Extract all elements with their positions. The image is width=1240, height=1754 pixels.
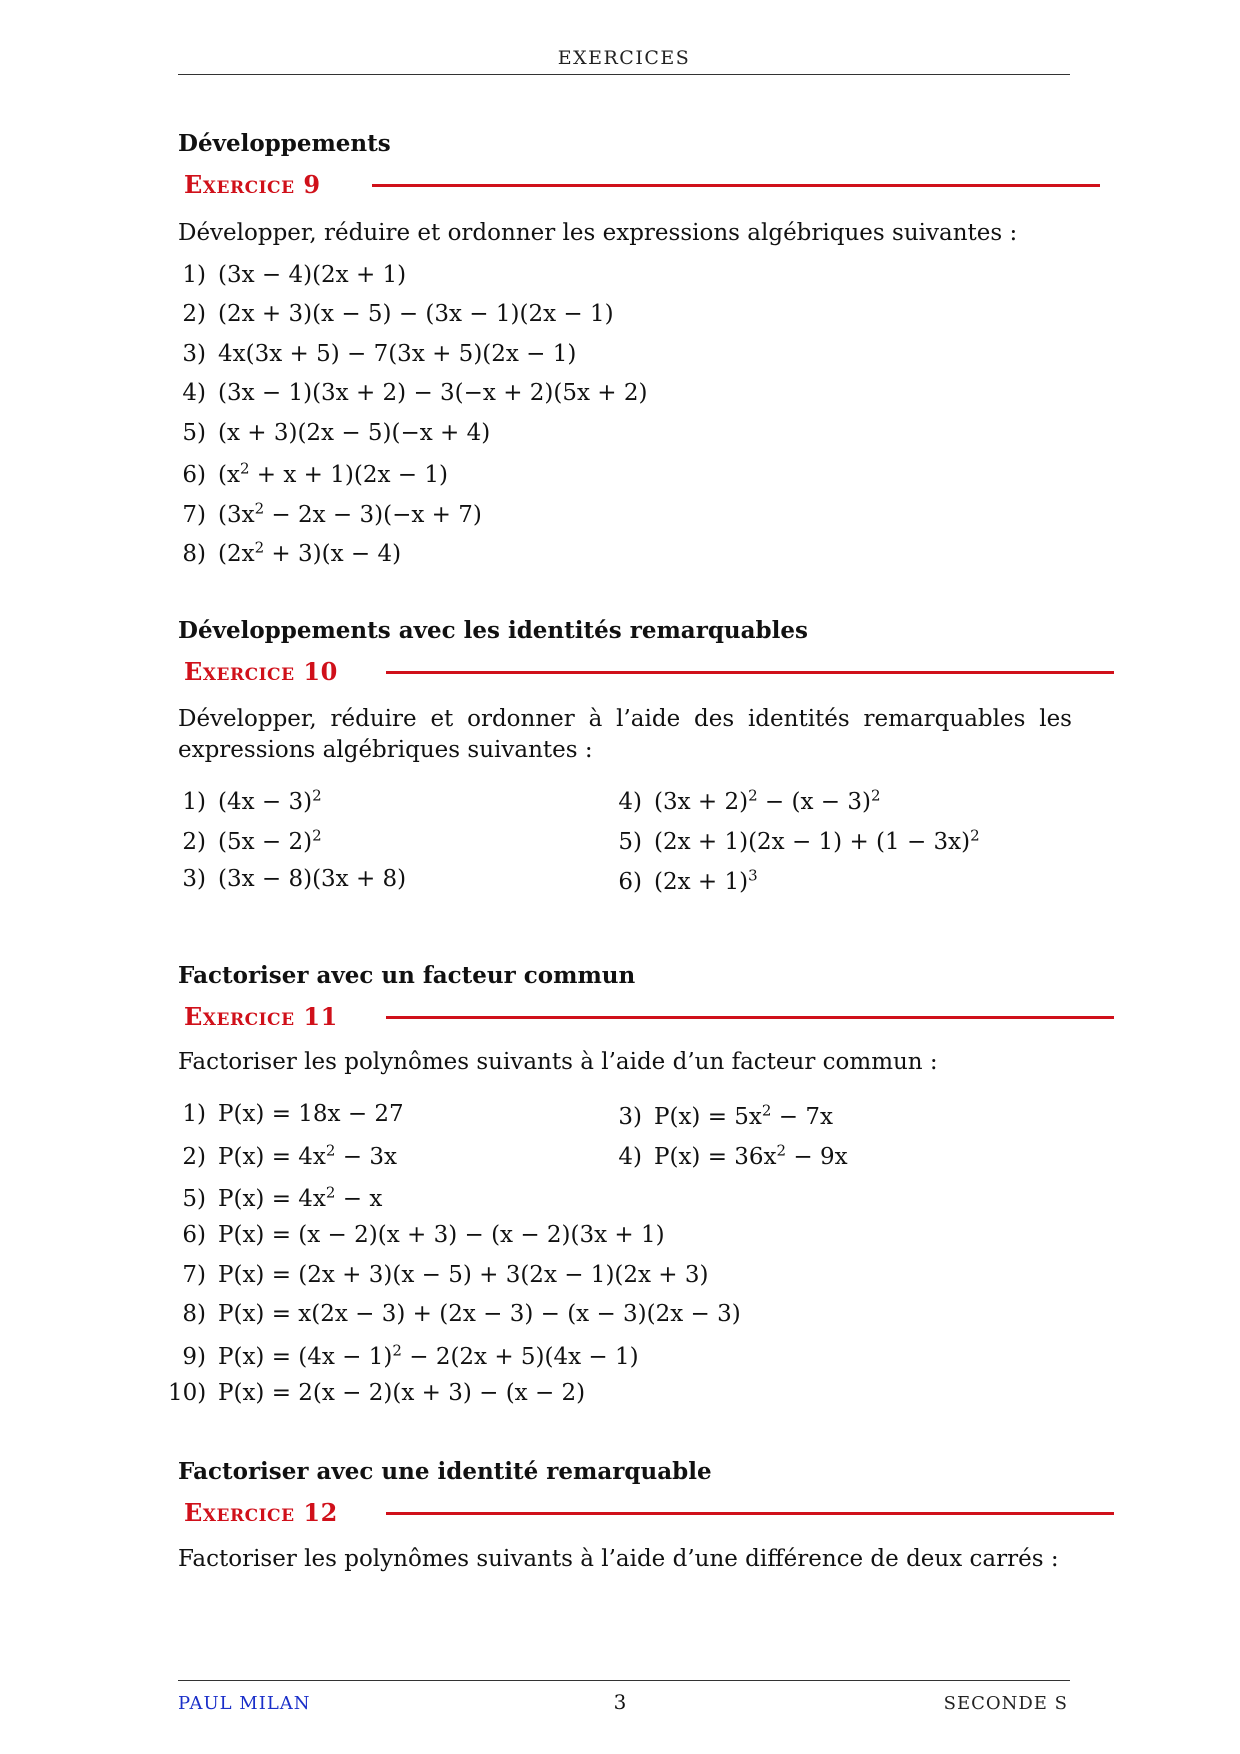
list-item: 5) (x + 3)(2x − 5)(−x + 4) [182,420,491,446]
section-title: Développements [178,130,391,157]
list-item: 8) P(x) = x(2x − 3) + (2x − 3) − (x − 3)(2x − 3) [182,1301,741,1327]
section-title: Factoriser avec une identité remarquable [178,1458,712,1485]
exercise-title [184,170,321,199]
exercise-rule [372,184,1100,187]
section-title: Factoriser avec un facteur commun [178,962,636,989]
exercise-instruction: Factoriser les polynômes suivants à l’aide d’un facteur commun : [178,1049,938,1075]
exercise-instruction: Développer, réduire et ordonner à l’aide des identités remarquables les expressions algébriques suivantes : [178,706,1072,763]
exercise-rule [386,1016,1114,1019]
list-item: 3) 4x(3x + 5) − 7(3x + 5)(2x − 1) [182,341,577,367]
list-item: 5) $P(x) = 4x^2 - x$ [182,1183,383,1212]
list-item: 5) $(2x + 1)(2x - 1) + (1 - 3x)^2$ [618,826,980,855]
exercise-label: Exercice 11 [184,1002,338,1031]
footer-author: PAUL MILAN [178,1693,311,1714]
list-item: 3) $P(x) = 5x^2 - 7x$ [618,1101,833,1130]
exercise-instruction: Factoriser les polynômes suivants à l’aide d’une différence de deux carrés : [178,1546,1059,1572]
list-item: 2) $(5x - 2)^2$ [182,826,322,855]
list-item: 8) $(2x^2 + 3)(x - 4)$ [182,538,402,567]
header-rule [178,74,1070,75]
list-item: 9) $P(x) = (4x - 1)^2 - 2(2x + 5)(4x - 1)$ [182,1341,639,1370]
list-item: 1) $(4x - 3)^2$ [182,786,322,815]
footer-class-level: SECONDE S [943,1693,1068,1714]
list-item: 6) $(2x + 1)^3$ [618,866,758,895]
list-item: 2) (2x + 3)(x − 5) − (3x − 1)(2x − 1) [182,301,614,327]
list-item: 6) $(x^2 + x + 1)(2x - 1)$ [182,459,448,488]
section-title: Développements avec les identités remarquables [178,617,808,644]
list-item: 4) $P(x) = 36x^2 - 9x$ [618,1141,848,1170]
list-item: 1) (3x − 4)(2x + 1) [182,262,407,288]
running-header: EXERCICES [557,47,691,69]
list-item: 6) P(x) = (x − 2)(x + 3) − (x − 2)(3x + 1) [182,1222,665,1248]
list-item: 4) $(3x + 2)^2 - (x - 3)^2$ [618,786,881,815]
exercise-title [184,1498,338,1527]
list-item: 10) P(x) = 2(x − 2)(x + 3) − (x − 2) [168,1380,586,1406]
list-item: 7) P(x) = (2x + 3)(x − 5) + 3(2x − 1)(2x + 3) [182,1262,709,1288]
list-item: 2) $P(x) = 4x^2 - 3x$ [182,1141,397,1170]
list-item: 1) P(x) = 18x − 27 [182,1101,404,1127]
exercise-label: Exercice 9 [184,170,321,199]
exercise-label: Exercice 10 [184,657,338,686]
exercise-title [184,1002,338,1031]
exercise-rule [386,671,1114,674]
exercise-rule [386,1512,1114,1515]
exercise-instruction: Développer, réduire et ordonner les expressions algébriques suivantes : [178,220,1018,246]
exercise-title [184,657,338,686]
page-number: 3 [613,1690,627,1714]
footer-rule [178,1680,1070,1681]
exercise-label: Exercice 12 [184,1498,338,1527]
list-item: 3) (3x − 8)(3x + 8) [182,866,407,892]
list-item: 4) (3x − 1)(3x + 2) − 3(−x + 2)(5x + 2) [182,380,648,406]
list-item: 7) $(3x^2 - 2x - 3)(-x + 7)$ [182,499,482,528]
